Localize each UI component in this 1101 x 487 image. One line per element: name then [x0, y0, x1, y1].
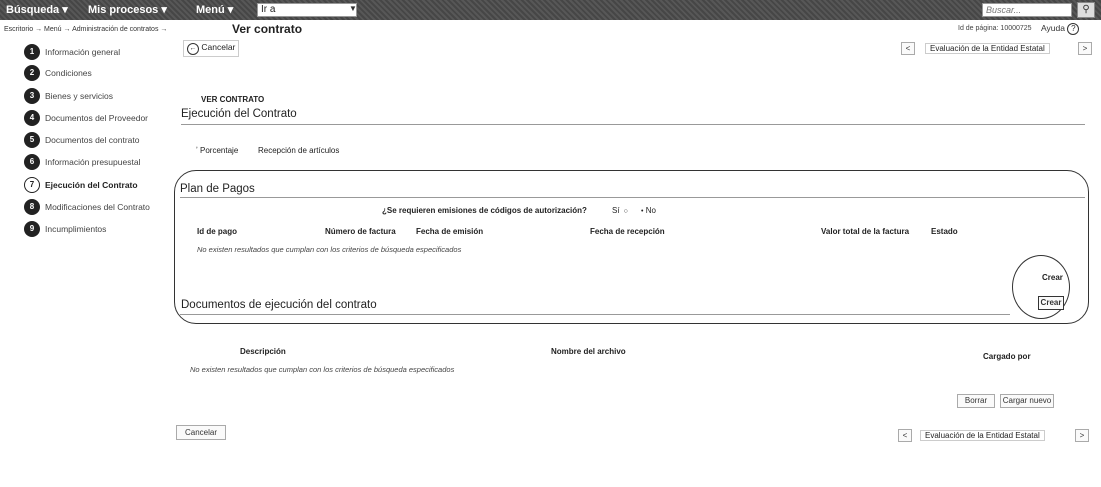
col-header-nombre-archivo[interactable]: Nombre del archivo [551, 347, 626, 356]
help-label: Ayuda [1041, 23, 1065, 33]
menu-mis-procesos[interactable] [88, 3, 167, 16]
create-label: Crear [1042, 273, 1063, 282]
menu-label: Menú [196, 4, 225, 16]
goto-select[interactable]: Ir a [257, 3, 357, 17]
tab-bullet-icon: ʼ [196, 146, 198, 155]
col-header-fecha-recepcion[interactable]: Fecha de recepción [590, 227, 665, 236]
sidebar-item-condiciones[interactable] [24, 65, 174, 81]
divider [180, 314, 1010, 315]
sidebar-item-label: Bienes y servicios [45, 91, 114, 101]
step-number: 4 [24, 110, 40, 126]
col-header-valor-total[interactable]: Valor total de la factura [821, 227, 910, 236]
search-icon[interactable]: ⚲ [1077, 2, 1095, 18]
search-input[interactable]: Buscar... [982, 3, 1072, 17]
sidebar-item-documentos-contrato[interactable] [24, 132, 174, 148]
page-id: Id de página: 10000725 [958, 25, 1032, 32]
delete-button[interactable]: Borrar [957, 394, 995, 408]
no-results-message: No existen resultados que cumplan con los criterios de búsqueda especificados [190, 365, 455, 374]
sidebar-item-informacion-general[interactable] [24, 44, 174, 60]
sidebar-item-label: Condiciones [45, 68, 92, 78]
payment-plan-title: Plan de Pagos [180, 183, 255, 195]
chevron-down-icon: ▾ [62, 4, 68, 16]
col-header-numero-factura[interactable]: Número de factura [325, 227, 396, 236]
nav-evaluacion-button-bottom[interactable]: Evaluación de la Entidad Estatal [920, 430, 1045, 441]
cancel-label: Cancelar [201, 42, 236, 52]
sidebar-item-label: Modificaciones del Contrato [45, 202, 150, 212]
sidebar-item-incumplimientos[interactable] [24, 221, 174, 237]
auth-no-label: No [645, 206, 656, 215]
divider [181, 124, 1085, 125]
auth-question: ¿Se requieren emisiones de códigos de autorización? [382, 206, 587, 215]
radio-selected-icon: • [641, 208, 644, 215]
sidebar-item-bienes-servicios[interactable] [24, 88, 174, 104]
sidebar-item-label: Información presupuestal [45, 157, 141, 167]
menu-label: Búsqueda [6, 4, 60, 16]
breadcrumb-trail[interactable]: Escritorio → Menú → Administración de contratos → [4, 26, 168, 33]
auth-yes-label: Sí [612, 206, 620, 215]
sidebar-item-label: Incumplimientos [45, 224, 107, 234]
col-header-fecha-emision[interactable]: Fecha de emisión [416, 227, 484, 236]
col-header-cargado-por[interactable]: Cargado por [983, 352, 1031, 361]
sidebar-item-documentos-proveedor[interactable] [24, 110, 174, 126]
no-results-message: No existen resultados que cumplan con los criterios de búsqueda especificados [197, 245, 462, 254]
nav-prev-button-bottom[interactable]: < [898, 429, 912, 442]
sidebar-item-label: Información general [45, 47, 121, 57]
nav-evaluacion-button[interactable]: Evaluación de la Entidad Estatal [925, 43, 1050, 54]
cancel-button[interactable] [183, 40, 239, 57]
cancel-button-bottom[interactable]: Cancelar [176, 425, 226, 440]
help-link[interactable] [1041, 23, 1079, 35]
sidebar-item-informacion-presupuestal[interactable] [24, 154, 174, 170]
exec-docs-title: Documentos de ejecución del contrato [181, 299, 377, 311]
nav-next-button[interactable]: > [1078, 42, 1092, 55]
step-number: 6 [24, 154, 40, 170]
create-button[interactable]: Crear [1038, 296, 1064, 310]
tab-recepcion[interactable]: Recepción de artículos [258, 146, 340, 155]
back-arrow-icon: ← [187, 43, 199, 55]
step-number: 9 [24, 221, 40, 237]
col-header-estado[interactable]: Estado [931, 227, 958, 236]
col-header-descripcion[interactable]: Descripción [240, 347, 286, 356]
section-title: Ejecución del Contrato [181, 108, 297, 120]
chevron-down-icon: ▾ [227, 4, 234, 16]
chevron-down-icon: ▾ [161, 4, 167, 16]
step-number: 1 [24, 44, 40, 60]
step-number: 2 [24, 65, 40, 81]
tab-label: Porcentaje [200, 146, 239, 155]
sidebar-item-modificaciones-contrato[interactable] [24, 199, 174, 215]
menu-menu[interactable] [196, 3, 233, 16]
divider [180, 197, 1085, 198]
step-number: 7 [24, 177, 40, 193]
radio-icon: ○ [623, 208, 628, 215]
tab-porcentaje[interactable] [196, 146, 238, 155]
contract-heading: VER CONTRATO [201, 95, 265, 104]
step-number: 3 [24, 88, 40, 104]
nav-next-button-bottom[interactable]: > [1075, 429, 1089, 442]
nav-prev-button[interactable]: < [901, 42, 915, 55]
step-number: 5 [24, 132, 40, 148]
menu-label: Mis procesos [88, 4, 159, 16]
breadcrumb [4, 26, 167, 33]
menu-busqueda[interactable] [6, 3, 68, 16]
help-icon: ? [1067, 23, 1079, 35]
sidebar-item-label: Ejecución del Contrato [45, 180, 138, 190]
sidebar-item-label: Documentos del Proveedor [45, 113, 149, 123]
sidebar-item-ejecucion-contrato[interactable] [24, 177, 174, 193]
auth-yes-radio[interactable] [612, 206, 628, 215]
auth-no-radio[interactable] [641, 206, 656, 215]
page-title: Ver contrato [232, 22, 303, 36]
step-number: 8 [24, 199, 40, 215]
sidebar-item-label: Documentos del contrato [45, 135, 140, 145]
col-header-id-pago[interactable]: Id de pago [197, 227, 237, 236]
chevron-down-icon: ▼ [349, 4, 357, 13]
upload-new-button[interactable]: Cargar nuevo [1000, 394, 1054, 408]
